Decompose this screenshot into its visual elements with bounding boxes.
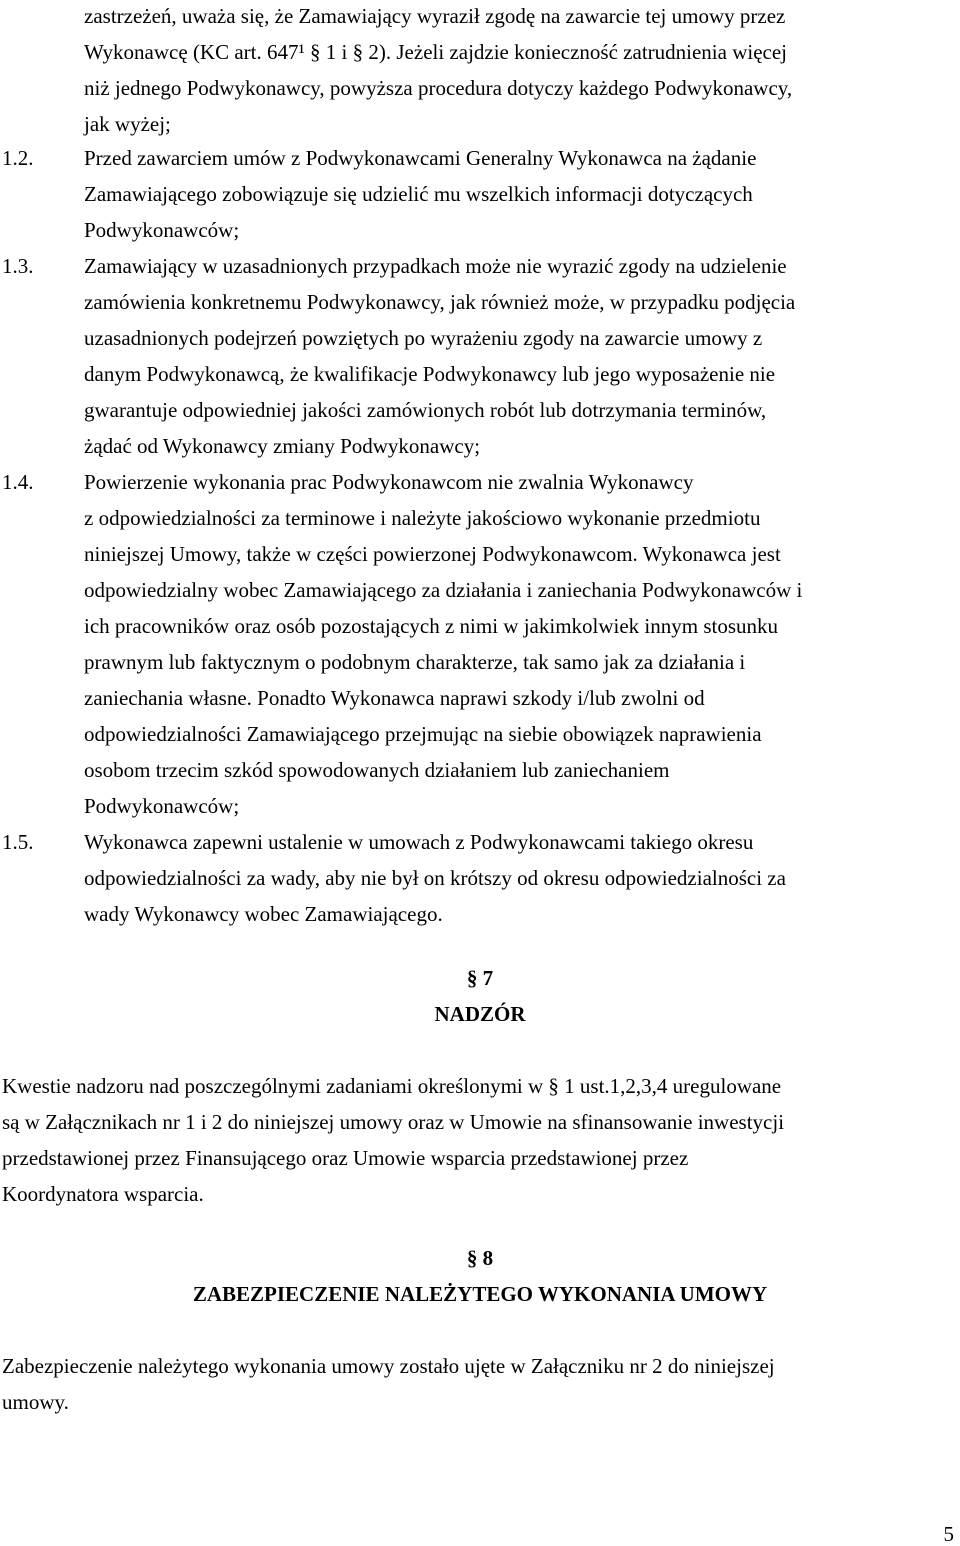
paragraph-line: Koordynatora wsparcia.: [2, 1182, 204, 1206]
paragraph-line: Zamawiającego zobowiązuje się udzielić mu wszelkich informacji dotyczących: [84, 182, 753, 206]
paragraph-line: jak wyżej;: [84, 112, 171, 136]
item-number: 1.5.: [2, 830, 34, 854]
paragraph-line: ich pracowników oraz osób pozostających z nimi w jakimkolwiek innym stosunku: [84, 614, 779, 638]
paragraph-line: Wykonawca zapewni ustalenie w umowach z Podwykonawcami takiego okresu: [84, 830, 754, 854]
page-number: 5: [943, 1522, 954, 1546]
item-number: 1.3.: [2, 254, 34, 278]
paragraph-line: Wykonawcę (KC art. 647¹ § 1 i § 2). Jeżeli zajdzie konieczność zatrudnienia więcej: [84, 40, 787, 64]
paragraph-line: Zabezpieczenie należytego wykonania umowy zostało ujęte w Załączniku nr 2 do niniejszej: [2, 1354, 775, 1378]
paragraph-line: są w Załącznikach nr 1 i 2 do niniejszej umowy oraz w Umowie na sfinansowanie inwestycji: [2, 1110, 785, 1134]
paragraph-line: gwarantuje odpowiedniej jakości zamówionych robót lub dotrzymania terminów,: [84, 398, 767, 422]
paragraph-line: uzasadnionych podejrzeń powziętych po wyrażeniu zgody na zawarcie umowy z: [84, 326, 763, 350]
paragraph-line: prawnym lub faktycznym o podobnym charakterze, tak samo jak za działania i: [84, 650, 746, 674]
paragraph-line: zastrzeżeń, uważa się, że Zamawiający wyraził zgodę na zawarcie tej umowy przez: [84, 4, 786, 28]
paragraph-line: Zamawiający w uzasadnionych przypadkach może nie wyrazić zgody na udzielenie: [84, 254, 787, 278]
section-number: § 7: [466, 966, 494, 990]
paragraph-line: Kwestie nadzoru nad poszczególnymi zadaniami określonymi w § 1 ust.1,2,3,4 uregulowane: [2, 1074, 782, 1098]
paragraph-line: wady Wykonawcy wobec Zamawiającego.: [84, 902, 443, 926]
section-title: NADZÓR: [434, 1002, 526, 1026]
paragraph-line: odpowiedzialny wobec Zamawiającego za działania i zaniechania Podwykonawców i: [84, 578, 803, 602]
paragraph-line: żądać od Wykonawcy zmiany Podwykonawcy;: [84, 434, 481, 458]
paragraph-line: odpowiedzialności Zamawiającego przejmując na siebie obowiązek naprawienia: [84, 722, 762, 746]
paragraph-line: odpowiedzialności za wady, aby nie był on krótszy od okresu odpowiedzialności za: [84, 866, 786, 890]
section-number: § 8: [466, 1246, 494, 1270]
paragraph-line: danym Podwykonawcą, że kwalifikacje Podwykonawcy lub jego wyposażenie nie: [84, 362, 776, 386]
paragraph-line: niniejszej Umowy, także w części powierzonej Podwykonawcom. Wykonawca jest: [84, 542, 781, 566]
item-number: 1.4.: [2, 470, 34, 494]
paragraph-line: osobom trzecim szkód spowodowanych działaniem lub zaniechaniem: [84, 758, 670, 782]
paragraph-line: z odpowiedzialności za terminowe i należyte jakościowo wykonanie przedmiotu: [84, 506, 761, 530]
item-number: 1.2.: [2, 146, 34, 170]
paragraph-line: Przed zawarciem umów z Podwykonawcami Generalny Wykonawca na żądanie: [84, 146, 757, 170]
paragraph-line: przedstawionej przez Finansującego oraz Umowie wsparcia przedstawionej przez: [2, 1146, 689, 1170]
paragraph-line: Podwykonawców;: [84, 794, 240, 818]
paragraph-line: Powierzenie wykonania prac Podwykonawcom nie zwalnia Wykonawcy: [84, 470, 694, 494]
paragraph-line: umowy.: [2, 1390, 69, 1414]
paragraph-line: niż jednego Podwykonawcy, powyższa procedura dotyczy każdego Podwykonawcy,: [84, 76, 793, 100]
section-title: ZABEZPIECZENIE NALEŻYTEGO WYKONANIA UMOWY: [192, 1282, 768, 1306]
paragraph-line: zamówienia konkretnemu Podwykonawcy, jak również może, w przypadku podjęcia: [84, 290, 796, 314]
paragraph-line: zaniechania własne. Ponadto Wykonawca naprawi szkody i/lub zwolni od: [84, 686, 705, 710]
paragraph-line: Podwykonawców;: [84, 218, 240, 242]
